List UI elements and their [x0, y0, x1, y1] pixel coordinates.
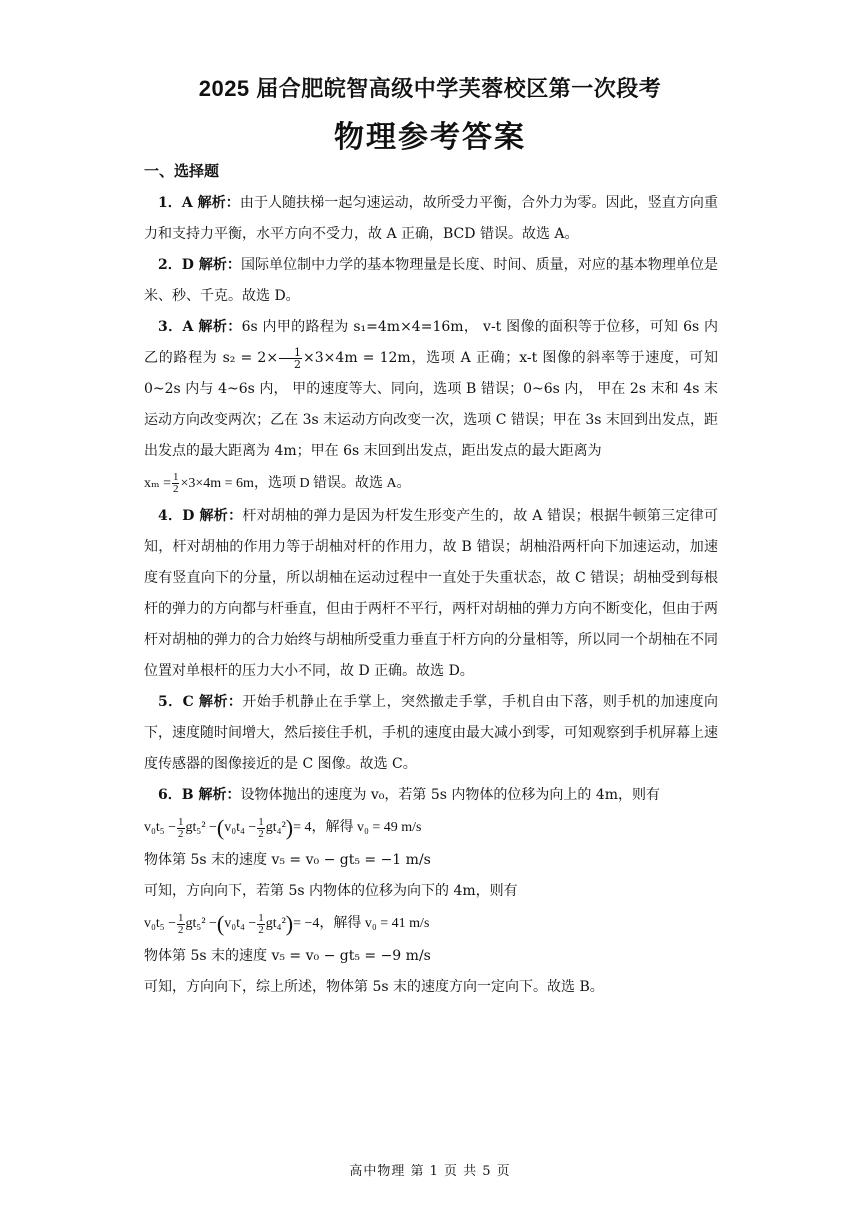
page-footer: 高中物理 第 1 页 共 5 页 — [349, 1164, 511, 1179]
q2-text: 国际单位制中力学的基本物理量是长度、时间、质量，对应的基本物理单位是米、秒、千克。故选 D。 — [144, 257, 718, 304]
q3-xm-equation — [144, 467, 718, 501]
q6-velocity-2: 物体第 5s 末的速度 v₅ = v₀ − gt₅ = −9 m/s — [144, 948, 431, 965]
q6-eq1-half-2 — [257, 817, 265, 840]
q6-conclusion: 可知，方向向下，综上所述，物体第 5s 末的速度方向一定向下。故选 B。 — [144, 979, 604, 996]
frac-den: 2 — [178, 827, 184, 840]
frac-num: 1 — [178, 911, 184, 924]
section-heading: 一、选择题 — [144, 163, 220, 180]
exam-title: 2025 届合肥皖智高级中学芙蓉校区第一次段考 — [198, 76, 662, 101]
q3-xm-a: xₘ = — [144, 476, 171, 491]
q6-eq1-a: v₀t₅ − — [144, 820, 177, 836]
answer-key-title: 物理参考答案 — [334, 121, 526, 154]
answer-q2 — [144, 250, 718, 312]
q6-eq2-d: gt₄² — [265, 916, 286, 932]
frac-den: 2 — [258, 923, 264, 936]
q6-equation-2 — [144, 907, 718, 941]
q3-text-b: ×3×4m = 12m，选项 A 正确；x-t 图像的斜率等于速度，可知 0~2s 内与 4~6s 内， 甲的速度等大、同向，选项 B 错误；0~6s 内， 甲在 2s 末和 4s 末运动方向改变两次；乙在 3s 末运动方向改变一次，选项 C 错误；甲在 3s 末回到出发点，距出发点的最大距离为 4m；甲在 6s 末回到出发点，距出发点的最大距离为 — [144, 350, 718, 459]
q3-frac-den: 2 — [294, 357, 302, 371]
frac-num: 1 — [178, 815, 184, 828]
q6-eq1-c: v₀t₄ − — [224, 820, 257, 836]
q6-mid-text: 可知，方向向下，若第 5s 内物体的位移为向下的 4m，则有 — [144, 883, 518, 900]
q1-lead: 1．A 解析： — [158, 195, 240, 211]
q3-xm-den: 2 — [172, 483, 179, 496]
frac-num: 1 — [258, 911, 264, 924]
q3-xm-b: ×3×4m = 6m，选项 D 错误。故选 A。 — [180, 476, 411, 491]
q5-lead: 5．C 解析： — [158, 694, 243, 710]
q3-xm-num: 1 — [172, 471, 179, 484]
q6-eq2-e: = −4，解得 v₀ = 41 m/s — [293, 916, 430, 932]
q2-lead: 2．D 解析： — [158, 257, 241, 273]
answer-q3 — [144, 312, 718, 467]
q4-lead: 4．D 解析： — [158, 508, 243, 524]
answer-content — [144, 188, 718, 1003]
q6-eq1-half-1 — [177, 817, 185, 840]
q6-eq2-half-2 — [257, 913, 265, 936]
q4-text: 杆对胡柚的弹力是因为杆发生形变产生的，故 A 错误；根据牛顿第三定律可知，杆对胡柚的作用力等于胡柚对杆的作用力，故 B 错误；胡柚沿两杆向下加速运动，加速度有竖直向下的分量，所以胡柚在运动过程中一直处于失重状态，故 C 错误；胡柚受到每根杆的弹力的方向都与杆垂直，但由于两杆不平行，两杆对胡柚的弹力方向不断变化，但由于两杆对胡柚的弹力的合力始终与胡柚所受重力垂直于杆方向的分量相等，所以同一个胡柚在不同位置对单根杆的压力大小不同，故 D 正确。故选 D。 — [144, 508, 718, 679]
q3-text-a: 6s 内甲的路程为 s₁=4m×4=16m， v-t 图像的面积等于位移，可知 6s 内乙的路程为 s₂ = 2× — [144, 319, 718, 366]
left-paren: ( — [216, 911, 225, 937]
right-paren: ) — [285, 815, 294, 840]
q6-eq2-c: v₀t₄ − — [224, 916, 257, 932]
frac-den: 2 — [178, 923, 184, 936]
q1-text: 由于人随扶梯一起匀速运动，故所受力平衡，合外力为零。因此，竖直方向重力和支持力平衡，水平方向不受力，故 A 正确，BCD 错误。故选 A。 — [144, 195, 719, 242]
q6-eq1-d: gt₄² — [265, 820, 286, 836]
q3-frac-num: 1 — [279, 347, 302, 359]
answer-q1 — [144, 188, 718, 250]
left-paren: ( — [216, 815, 225, 840]
q6-velocity-1: 物体第 5s 末的速度 v₅ = v₀ − gt₅ = −1 m/s — [144, 852, 431, 869]
q6-intro: 设物体抛出的速度为 v₀，若第 5s 内物体的位移为向上的 4m，则有 — [240, 787, 661, 803]
q3-lead: 3．A 解析： — [158, 319, 242, 335]
q3-fraction — [279, 347, 302, 370]
answer-q5 — [144, 687, 718, 780]
q5-text: 开始手机静止在手掌上，突然撤走手掌，手机自由下落，则手机的加速度向下，速度随时间增大，然后接住手机，手机的速度由最大减小到零，可知观察到手机屏幕上速度传感器的图像接近的是 C 图像。故选 C。 — [144, 694, 718, 772]
q6-equation-1 — [144, 811, 718, 845]
frac-den: 2 — [258, 827, 264, 840]
q6-eq2-b: gt₅² − — [185, 916, 217, 932]
frac-num: 1 — [258, 815, 264, 828]
q6-lead: 6．B 解析： — [158, 787, 241, 803]
q6-eq1-e: = 4，解得 v₀ = 49 m/s — [293, 820, 422, 836]
right-paren: ) — [285, 911, 294, 937]
q6-eq2-a: v₀t₅ − — [144, 916, 177, 932]
q3-xm-fraction — [172, 472, 180, 495]
q6-eq2-half-1 — [177, 913, 185, 936]
q6-eq1-b: gt₅² − — [185, 820, 217, 836]
answer-q6 — [144, 780, 718, 811]
answer-q4 — [144, 501, 718, 687]
